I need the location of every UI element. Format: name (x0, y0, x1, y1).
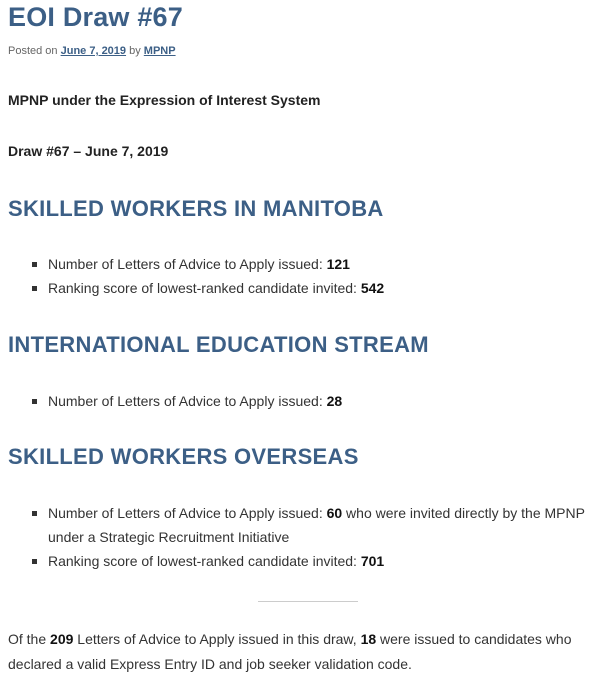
item-text: Ranking score of lowest-ranked candidate invited: (48, 553, 361, 569)
item-value: 28 (326, 393, 343, 409)
bullet-icon (32, 559, 37, 564)
item-text: Number of Letters of Advice to Apply issued: (48, 505, 327, 521)
item-value: 701 (360, 553, 385, 569)
item-value: 121 (326, 256, 350, 272)
item-text: Number of Letters of Advice to Apply issued: (48, 256, 327, 272)
intro-text: MPNP under the Expression of Interest System (8, 92, 321, 108)
post-meta (8, 45, 176, 57)
bullet-icon (32, 262, 37, 267)
posted-on-label: Posted on (8, 45, 58, 57)
summary-count: 18 (360, 631, 377, 647)
post-title: EOI Draw #67 (8, 2, 183, 32)
summary-text: Letters of Advice to Apply issued in this draw, (73, 631, 361, 647)
section-heading-skilled-workers-manitoba: SKILLED WORKERS IN MANITOBA (8, 196, 384, 221)
bullet-icon (32, 286, 37, 291)
section-heading-international-education: INTERNATIONAL EDUCATION STREAM (8, 332, 429, 357)
section-heading-skilled-workers-overseas: SKILLED WORKERS OVERSEAS (8, 444, 359, 469)
item-value: 60 (326, 505, 343, 521)
list-item (30, 501, 600, 549)
summary-text: were issued to candidates who declared a valid Express Entry ID and job seeker validation code. (8, 631, 572, 672)
divider (258, 601, 358, 602)
bullet-icon (32, 511, 37, 516)
summary-total: 209 (50, 631, 74, 647)
author-link[interactable]: MPNP (143, 45, 176, 57)
section-list-international-education (30, 389, 600, 413)
by-label: by (129, 45, 141, 57)
section-list-skilled-workers-overseas (30, 501, 600, 573)
bullet-icon (32, 399, 37, 404)
summary-paragraph (8, 627, 608, 677)
item-suffix: who were invited directly by the MPNP under a Strategic Recruitment Initiative (48, 505, 585, 545)
summary-text: Of the (8, 631, 51, 647)
list-item (30, 549, 600, 573)
item-value: 542 (360, 280, 385, 296)
item-text: Number of Letters of Advice to Apply issued: (48, 393, 327, 409)
post-date-link[interactable]: June 7, 2019 (60, 45, 127, 57)
item-text: Ranking score of lowest-ranked candidate invited: (48, 280, 361, 296)
section-list-skilled-workers-manitoba (30, 252, 600, 300)
list-item (30, 389, 600, 413)
draw-line: Draw #67 – June 7, 2019 (8, 143, 169, 159)
list-item (30, 276, 600, 300)
list-item (30, 252, 600, 276)
